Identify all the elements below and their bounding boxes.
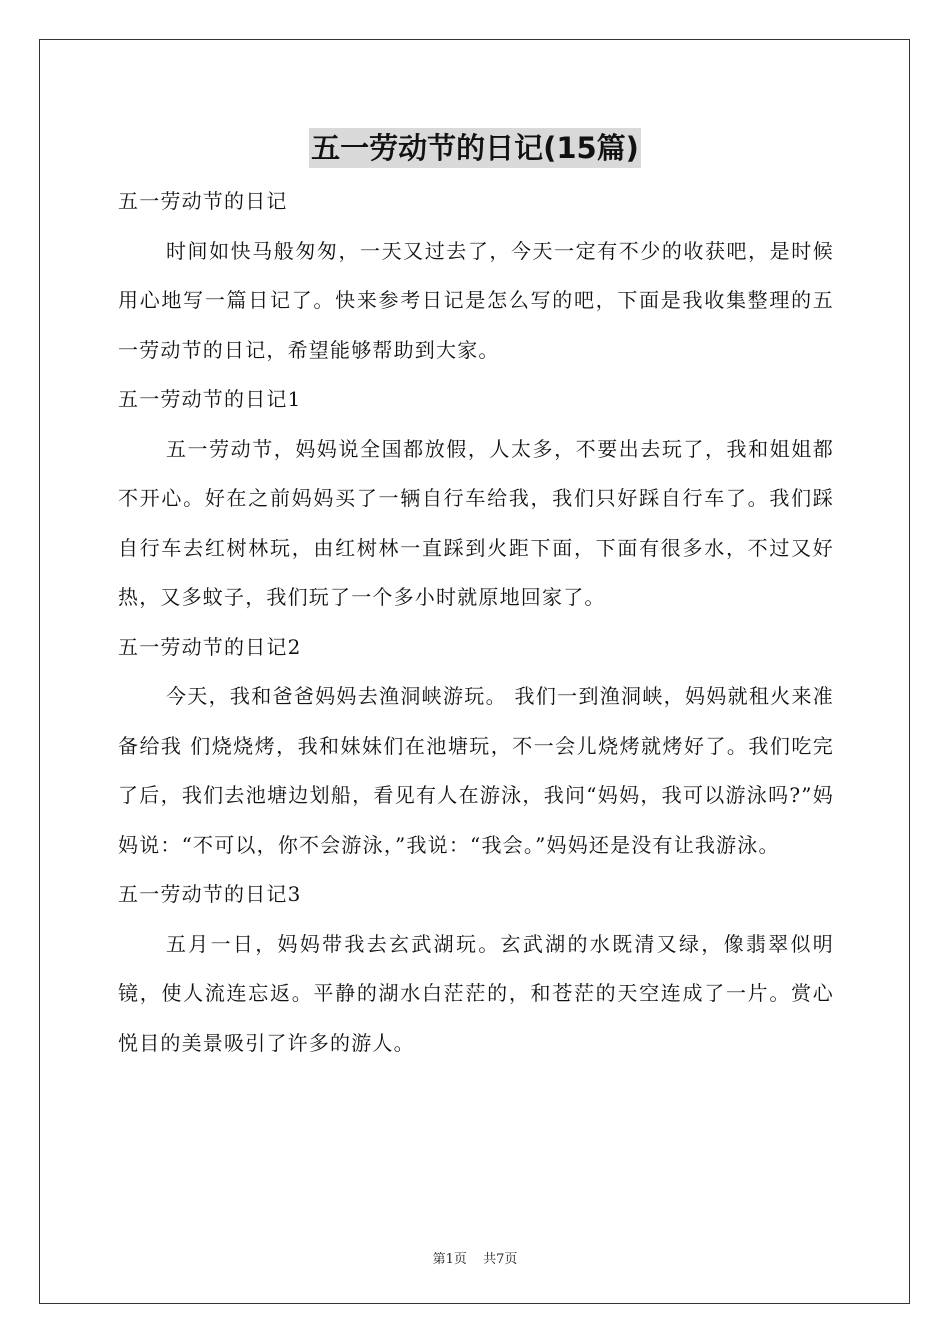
paragraph: 时间如快马般匆匆，一天又过去了，今天一定有不少的收获吧，是时候用心地写一篇日记了。快来参考日记是怎么写的吧，下面是我收集整理的五一劳动节的日记，希望能够帮助到大家。 bbox=[118, 238, 834, 362]
title-container bbox=[0, 128, 950, 168]
section-heading: 五一劳动节的日记 bbox=[118, 189, 288, 213]
section-heading: 五一劳动节的日记3 bbox=[118, 882, 302, 906]
document-title: 五一劳动节的日记(15篇) bbox=[309, 128, 641, 168]
paragraph: 五一劳动节，妈妈说全国都放假，人太多，不要出去玩了，我和姐姐都不开心。好在之前妈妈买了一辆自行车给我，我们只好踩自行车了。我们踩自行车去红树林玩，由红树林一直踩到火距下面，下面有很多水，不过又好热，又多蚊子，我们玩了一个多小时就原地回家了。 bbox=[118, 436, 834, 609]
page-number: 第1页 bbox=[432, 1252, 467, 1267]
page-total: 共7页 bbox=[483, 1252, 518, 1267]
document-body bbox=[118, 177, 834, 1068]
paragraph: 今天，我和爸爸妈妈去渔洞峡游玩。 我们一到渔洞峡，妈妈就租火来准备给我 们烧烧烤，我和妹妹们在池塘玩，不一会儿烧烤就烤好了。我们吃完了后，我们去池塘边划船，看见有人在游泳，我问“妈妈，我可以游泳吗?”妈妈说：“不可以，你不会游泳，”我说：“我会。”妈妈还是没有让我游泳。 bbox=[118, 684, 834, 857]
paragraph: 五月一日，妈妈带我去玄武湖玩。玄武湖的水既清又绿，像翡翠似明镜，使人流连忘返。平静的湖水白茫茫的，和苍茫的天空连成了一片。赏心悦目的美景吸引了许多的游人。 bbox=[118, 931, 834, 1055]
page-footer bbox=[0, 1248, 950, 1267]
section-heading: 五一劳动节的日记1 bbox=[118, 387, 302, 411]
section-heading: 五一劳动节的日记2 bbox=[118, 634, 302, 659]
